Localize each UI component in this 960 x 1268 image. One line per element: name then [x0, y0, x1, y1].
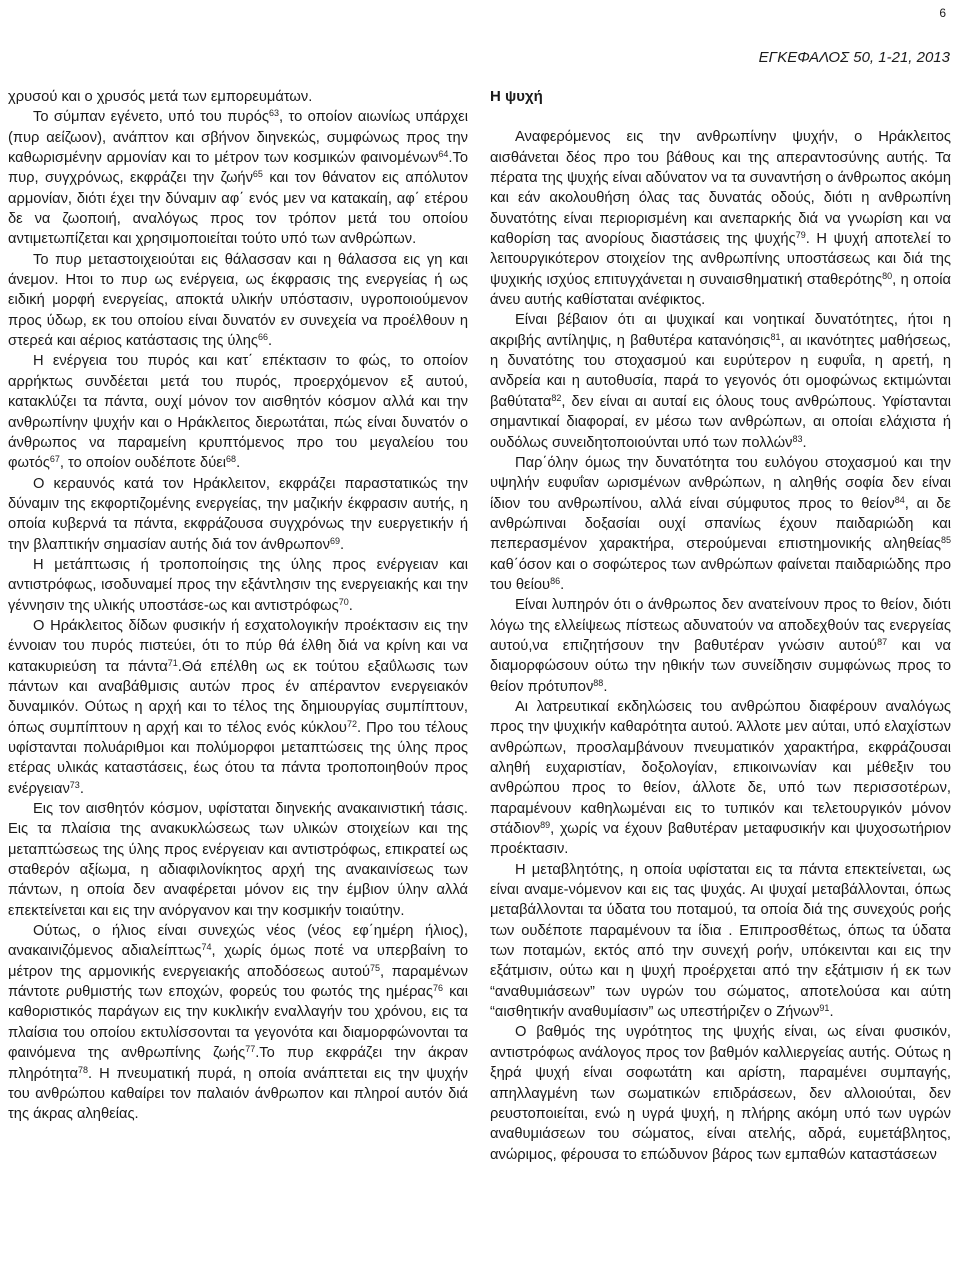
footnote-ref: 76 [433, 983, 444, 994]
footnote-ref: 71 [167, 657, 178, 668]
footnote-ref: 70 [338, 596, 349, 607]
paragraph: Ο Ηράκλειτος δίδων φυσικήν ή εσχατολογικήν προέκτασιν εις την έννοιαν του πυρός πιστεύει, ότι το πύρ θά έλθη διά να κρίνη και να κατακυριεύση τα πάντα$^{71}$.Θά επέλθη ως εκ τούτου εξαΰλωσις των πάντων και αναβάθμισις αυτών προς έν απέραντον ενεργειακόν δυναμικόν. Ούτως η αρχή και το τέλος της δημιουργίας συμπίπτουν, όπως συμπίπτουν η αρχή και το τέλος ενός κύκλου$^{72}$. Προ του τέλους υφίστανται πολυάριθμοι και πολύμορφοι μεταπτώσεις της ύλης προς ετέρας υλικάς καταστάσεις, έως ότου τα πάντα τροποποιηθούν προς ενέργειαν$^{73}$. [8, 617, 469, 797]
paragraph: Η μεταβλητότης, η οποία υφίσταται εις τα πάντα επεκτείνεται, ως είναι αναμε-νόμενον και εις τας ψυχάς. Αι ψυχαί μεταβάλλονται, όπως μεταβάλλονται τα ύδατα του ποταμού, τα οποία διά της συνεχούς ροής των ουδέποτε παραμένουν τα ίδια . Επιπροσθέτως, όπως τα ύδατα των ποταμών, εκτός από την συνεχή ροήν, υπόκεινται και εις την εξάτμισιν, ούτω και η ψυχή προέρχεται από την εξάτμισιν ή εκ των “αναθυμιάσεων” των υγρών του σώματος, αποτελούσα και αύτη “αισθητικήν αναθυμίασιν” ως υπεστήριζεν ο Ζήνων$^{91}$. [490, 861, 951, 1021]
footnote-ref: 73 [69, 779, 80, 790]
paragraph: Ο κεραυνός κατά τον Ηράκλειτον, εκφράζει παραστατικώς την δύναμιν της εκφορτιζομένης ενεργείας, την μαζικήν έκφρασιν αυτής, η οποία κυβερνά τα πάντα, εκφράζουσα συγχρόνως την ευεργετικήν ή την βλαπτικήν σημασίαν αυτής διά τον άνθρωπον$^{69}$. [8, 475, 468, 553]
footnote-ref: 85 [940, 535, 951, 546]
footnote-ref: 63 [268, 108, 279, 119]
footnote-ref: 69 [329, 535, 340, 546]
footnote-ref: 74 [201, 942, 212, 953]
left-column [8, 87, 468, 1125]
footnote-ref: 65 [252, 169, 263, 180]
footnote-ref: 66 [258, 332, 269, 343]
section-title: Η ψυχή [490, 88, 543, 105]
paragraph: Είναι βέβαιον ότι αι ψυχικαί και νοητικαί δυνατότητες, ήτοι η ακριβής αντίληψις, η βαθυτέρα κατανόησις$^{81}$, αι ικανότητες μαθήσεως, η δυνατότης του στοχασμού και ευρύτερον η ευφυΐα, η αρετή, η ανδρεία και η αυτοθυσία, παρά το γεγονός ότι ομοφώνως εκτιμώνται βαθύτατα$^{82}$, δεν είναι αι αυταί εις όλους τους ανθρώπους. Υφίστανται σημαντικαί διαφοραί, εν μέσω των ανθρώπων, αι οποίαι ελάχιστα ή ουδόλως συνειδητοποιούνται υπό των πολλών$^{83}$. [490, 312, 952, 451]
right-column [490, 87, 951, 1165]
footnote-ref: 87 [877, 636, 888, 647]
paragraph: Αι λατρευτικαί εκδηλώσεις του ανθρώπου διαφέρουν αναλόγως προς την ψυχικήν καθαρότητα αυτού. Άλλοτε μεν αύται, υπό ελαχίστων ανθρώπων, προσλαμβάνουν πνευματικόν χαρακτήρα, εκφράζουσαι αληθή ευχαριστίαν, δοξολογίαν, επικοινωνίαν και μέθεξιν του ανθρώπου προς το θείον, άλλοτε δε, υπό των περισσοτέρων, παραμένουν καθηλωμέναι εις το τυπικόν και τελετουργικόν μόνον στάδιον$^{89}$, χωρίς να έχουν βαθυτέραν μεταφυσικήν και ψυχοσωτήριον προέκτασιν. [490, 698, 951, 858]
paragraph: Αναφερόμενος εις την ανθρωπίνην ψυχήν, ο Ηράκλειτος αισθάνεται δέος προ του βάθους και της απεραντοσύνης αυτής. Τα πέρατα της ψυχής είναι αδύνατον να τα συναντήση ο άνθρωπος ακόμη και εάν ακολουθήση όλας τας δυνατάς οδούς, διότι η ανθρωπίνη δυνατότης είναι περιορισμένη και ανεπαρκής διά να γνωρίση και να καθορίση τας ανορίους διαστάσεις της ψυχής$^{79}$. Η ψυχή αποτελεί το λειτουργικότερον στοιχείον της ανθρωπίνης υποστάσεως και διά της ψυχικής ισχύος επιτυγχάνεται η συναισθηματική σταθερότης$^{80}$, η οποία άνευ αυτής καθίσταται ανέφικτος. [490, 129, 951, 309]
footnote-ref: 88 [593, 677, 604, 688]
paragraph: Παρ΄όλην όμως την δυνατότητα του ευλόγου στοχασμού και την υψηλήν ευφυΐαν ωρισμένων ανθρώπων, η αληθής σοφία δεν είναι ίδιον του ανθρωπίνου, αλλά είναι σύμφυτος προς το θείον$^{84}$, αι δε ανθρώπιναι δοξασίαι ουχί σπανίως έχουν παιδαριώδη και πεπερασμένον χαρακτήρα, στερούμεναι επιστημονικής αληθείας$^{85}$ καθ΄όσον και ο σοφώτερος των ανθρώπων φαίνεται παιδαριώδης προ του θείου$^{86}$. [490, 454, 951, 593]
right-column-body [490, 127, 951, 1165]
footnote-ref: 64 [438, 149, 449, 160]
footnote-ref: 83 [792, 433, 803, 444]
paragraph: Το σύμπαν εγένετο, υπό του πυρός$^{63}$, το οποίον αιωνίως υπάρχει (πυρ αείζωον), ανάπτον και σβήνον διηνεκώς, συμφώνως προς την καθωρισμένην αρμονίαν και το μέτρον των κοσμικών φαινομένων$^{64}$.Το πυρ, συγχρόνως, εκφράζει την ζωήν$^{65}$ και τον θάνατον εις απόλυτον αρμονίαν, διότι έχει την δύναμιν αφ΄ ενός μεν να κατακαίη, αφ΄ ετέρου δε να ζωοποιή, αναλόγως προς τον τρόπον μετά του οποίου αντιμετωπίζεται και χρησιμοποιείται τούτο υπό των ανθρώπων. [8, 108, 468, 248]
paragraph: χρυσού και ο χρυσός μετά των εμπορευμάτων. [8, 89, 313, 105]
paragraph: Είναι λυπηρόν ότι ο άνθρωπος δεν ανατείνουν προς το θείον, διότι λόγω της ελλείψεως πίστεως αδυνατούν να αποδεχθούν τας ενεργείας αυτού,να επιζητήσουν την βαθυτέραν γνώσιν αυτού$^{87}$ και να διαμορφώσουν ούτω την ηθικήν των συνείδησιν συμφώνως προς το θείον πρότυπον$^{88}$. [490, 597, 951, 695]
footnote-ref: 77 [245, 1044, 256, 1055]
footnote-ref: 75 [370, 962, 381, 973]
footnote-ref: 89 [540, 820, 551, 831]
footnote-ref: 86 [550, 575, 561, 586]
paragraph: Το πυρ μεταστοιχειούται εις θάλασσαν και η θάλασσα εις γη και άνεμον. Ητοι το πυρ ως ενέργεια, ως έκφρασις της ενεργείας ή ως ειδική μορφή ενεργείας, αποκτά υλικήν υπόστασιν, υγροποιούμενον προς ύδωρ, εκ του οποίου είναι δυνατόν εν συνεχεία να προέλθουν η στερεά και αέριος κατάστασις της ύλης$^{66}$. [8, 251, 468, 350]
footnote-ref: 84 [894, 494, 905, 505]
footnote-ref: 80 [882, 270, 893, 281]
footnote-ref: 91 [819, 1003, 830, 1014]
footnote-ref: 67 [49, 454, 60, 465]
section-gap [490, 107, 951, 127]
footnote-ref: 79 [795, 230, 806, 241]
paragraph: Εις τον αισθητόν κόσμον, υφίσταται διηνεκής ανακαινιστική τάσις. Εις τα πλαίσια της ανακυκλώσεως των υλικών στοιχείων και της μεταπτώσεως της ύλης προς ενέργειαν και αντιστρόφως, επικρατεί ως σταθερόν αξίωμα, η αδιαφιλονίκητος αρχή της ανακαινίσεως των πάντων, η οποία δεν αναφέρεται μόνον εις την έμβιον ύλην αλλά επεκτείνεται και εις την ανόργανον και την κοσμικήν τοιαύτην. [8, 801, 468, 919]
footnote-ref: 68 [226, 454, 237, 465]
paragraph: Ούτως, ο ήλιος είναι συνεχώς νέος (νέος εφ΄ημέρη ήλιος), ανακαινιζόμενος αδιαλείπτως$^{74}$, χωρίς όμως ποτέ να υπερβαίνη το μέτρον της αρμονικής ενεργειακής αποδόσεως αυτού$^{75}$, παραμένων πάντοτε ρυθμιστής των εποχών, φορεύς του φωτός της ημέρας$^{76}$ και καθοριστικός παράγων εις την κυκλικήν εναλλαγήν του χρόνου, εις τα πλαίσια του οποίου εκτυλίσσονται τα γεγονότα και διαμορφώνονται τα φαινόμενα της ανθρωπίνης ζωής$^{77}$.Το πυρ εκφράζει την άκραν πληρότητα$^{78}$. Η πνευματική πυρά, η οποία ανάπτεται εις την ψυχήν του ανθρώπου καθαίρει τον παλαιόν άνθρωπον και πληροί αυτόν διά της άκρας αληθείας. [8, 923, 469, 1123]
paragraph: Η μετάπτωσις ή τροποποίησις της ύλης προς ενέργειαν και αντιστρόφως, ισοδυναμεί προς την εξάντλησιν της ενεργειακής και την γέννησιν της υλικής υποστάσε-ως και αντιστρόφως$^{70}$. [8, 556, 468, 614]
footnote-ref: 78 [78, 1064, 89, 1075]
page-number: 6 [939, 6, 946, 20]
running-head: ΕΓΚΕΦΑΛΟΣ 50, 1-21, 2013 [758, 49, 950, 66]
footnote-ref: 72 [346, 718, 357, 729]
footnote-ref: 81 [770, 331, 781, 342]
paragraph: Η ενέργεια του πυρός και κατ΄ επέκτασιν το φώς, το οποίον αρρήκτως συνδέεται μετά του πυρός, προερχόμενον εξ αυτού, κατακλύζει τα πάντα, ουχί μόνον τον αισθητόν κόσμον αλλά και την ανθρωπίνην ψυχήν και ο Ηράκλειτος διερωτάται, πώς είναι δυνατόν ο άνθρωπος να παραμείνη κρυπτόμενος προ του μεγαλείου του φωτός$^{67}$, το οποίον ουδέποτε δύει$^{68}$. [8, 353, 468, 472]
paragraph: Ο βαθμός της υγρότητος της ψυχής είναι, ως είναι φυσικόν, αντιστρόφως ανάλογος προς τον βαθμόν καλλιεργείας αυτής. Ούτως η ξηρά ψυχή είναι σοφωτάτη και αρίστη, παραμένει συμπαγής, απηλλαγμένη των σωματικών επιδράσεων, δεν αλλοιούται, δεν ρευστοποιείται, ενώ η υγρά ψυχή, η πλήρης ακόμη υπό των υγρών αναθυμιάσεων του σώματος, είναι ατελής, αδρά, ευμετάβλητος, ανώριμος, φέρουσα το επώδυνον βάρος των εμπαθών καταστάσεων [490, 1024, 951, 1163]
footnote-ref: 82 [551, 392, 562, 403]
